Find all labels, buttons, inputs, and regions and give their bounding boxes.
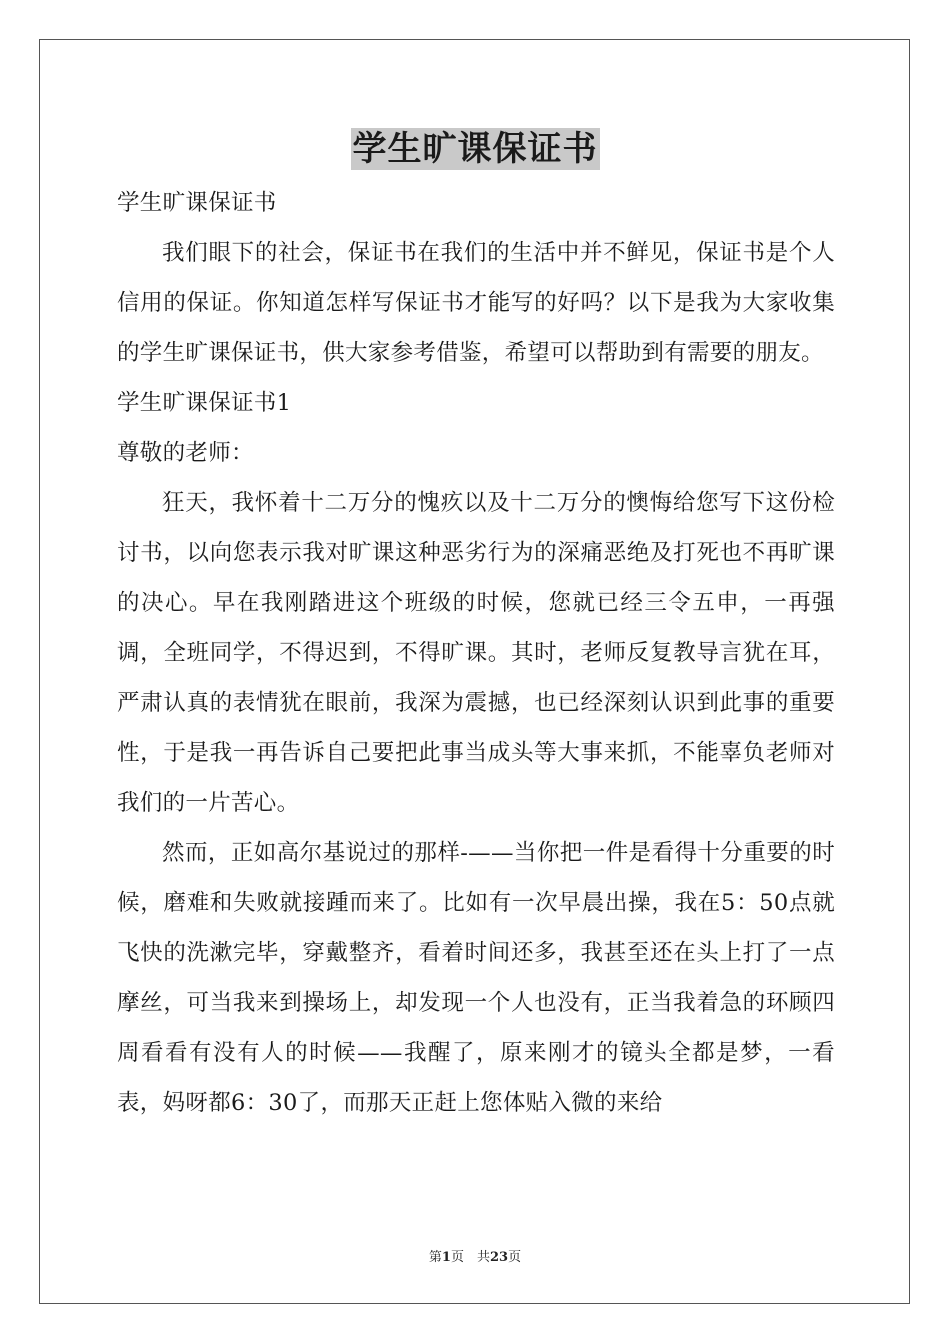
salutation: 尊敬的老师： bbox=[117, 440, 254, 466]
body-paragraph: 然而，正如高尔基说过的那样-——当你把一件是看得十分重要的时候，磨难和失败就接踵而来了。比如有一次早晨出操，我在5：50点就飞快的洗漱完毕，穿戴整齐，看着时间还多，我甚至还在头上打了一点摩丝，可当我来到操场上，却发现一个人也没有，正当我着急的环顾四周看看有没有人的时候——我醒了，原来刚才的镜头全都是梦，一看表，妈呀都6：30了，而那天正赶上您体贴入微的来给 bbox=[117, 840, 835, 1116]
subtitle-line: 学生旷课保证书 bbox=[117, 190, 277, 216]
intro-paragraph: 我们眼下的社会，保证书在我们的生活中并不鲜见，保证书是个人信用的保证。你知道怎样写保证书才能写的好吗？以下是我为大家收集的学生旷课保证书，供大家参考借鉴，希望可以帮助到有需要的朋友。 bbox=[117, 240, 835, 366]
footer-suffix: 页 bbox=[508, 1250, 522, 1265]
page-total: 23 bbox=[489, 1250, 509, 1265]
document-title: 学生旷课保证书 bbox=[352, 129, 598, 169]
document-body bbox=[117, 178, 835, 1128]
footer-prefix: 第 bbox=[428, 1250, 442, 1265]
body-paragraph: 狂天，我怀着十二万分的愧疚以及十二万分的懊悔给您写下这份检讨书，以向您表示我对旷课这种恶劣行为的深痛恶绝及打死也不再旷课的决心。早在我刚踏进这个班级的时候，您就已经三令五申，一再强调，全班同学，不得迟到，不得旷课。其时，老师反复教导言犹在耳，严肃认真的表情犹在眼前，我深为震撼，也已经深刻认识到此事的重要性，于是我一再告诉自己要把此事当成头等大事来抓，不能辜负老师对我们的一片苦心。 bbox=[117, 490, 835, 816]
page-footer bbox=[0, 1246, 950, 1265]
section-heading: 学生旷课保证书1 bbox=[117, 390, 292, 416]
page-number: 1 bbox=[441, 1250, 451, 1265]
title-container bbox=[0, 128, 950, 170]
footer-mid: 页 共 bbox=[450, 1250, 490, 1265]
